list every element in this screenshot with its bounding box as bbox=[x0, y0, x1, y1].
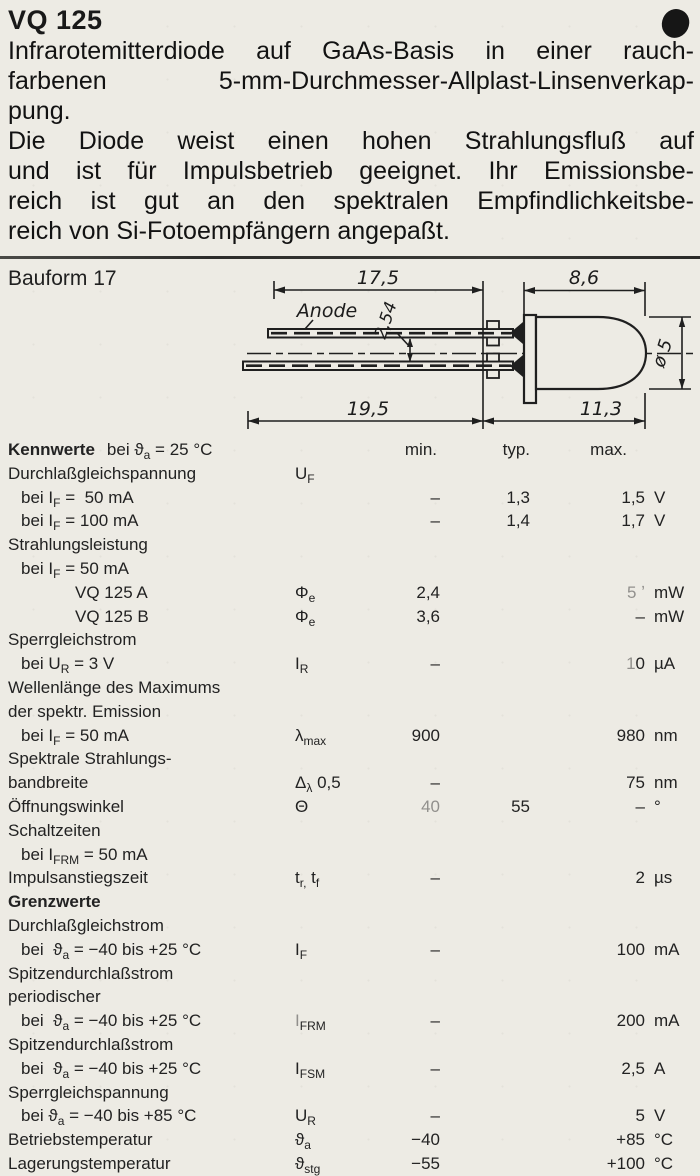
row-symbol bbox=[290, 747, 385, 771]
value-typ bbox=[440, 628, 530, 652]
value-max bbox=[530, 628, 645, 652]
row-symbol: $U_R$ bbox=[295, 1106, 316, 1129]
value-unit bbox=[645, 700, 700, 724]
value-unit: nm bbox=[654, 725, 678, 745]
table-row bbox=[0, 700, 700, 724]
page-title: VQ 125 bbox=[8, 5, 103, 35]
row-label: Durchlaßgleichstrom bbox=[8, 915, 164, 935]
value-min bbox=[385, 962, 440, 986]
value-max: 5 ʼ bbox=[627, 582, 645, 602]
value-unit bbox=[645, 747, 700, 771]
table-row bbox=[0, 486, 700, 510]
col-header-typ: typ. bbox=[502, 440, 530, 459]
value-min: – bbox=[430, 487, 440, 507]
intro-line: farbenen 5-mm-Durchmesser-Allplast-Linsenverkap- bbox=[8, 67, 694, 95]
kennwerte-heading: Kennwerte bbox=[8, 440, 95, 459]
table-row bbox=[0, 557, 700, 581]
row-label: Schaltzeiten bbox=[8, 820, 101, 840]
row-symbol bbox=[290, 962, 385, 986]
value-typ bbox=[440, 843, 530, 867]
value-unit: mA bbox=[654, 1011, 680, 1031]
value-unit: µA bbox=[654, 654, 676, 674]
value-min bbox=[385, 628, 440, 652]
row-label: Lagerungstemperatur bbox=[8, 1153, 171, 1173]
row-label: VQ 125 A bbox=[75, 582, 148, 602]
intro-line: pung. bbox=[8, 97, 71, 125]
table-row bbox=[0, 747, 700, 771]
value-unit: mW bbox=[654, 582, 685, 602]
value-min: – bbox=[430, 868, 440, 888]
row-symbol bbox=[290, 676, 385, 700]
value-min: 40 bbox=[421, 796, 440, 816]
value-max bbox=[530, 533, 645, 557]
table-row bbox=[0, 985, 700, 1009]
crimp-joint bbox=[510, 322, 523, 344]
row-symbol bbox=[290, 1033, 385, 1057]
spec-table-rows bbox=[0, 462, 700, 1176]
row-label: bei $I_F = 50$ mA bbox=[21, 725, 129, 748]
intro-paragraph bbox=[8, 36, 694, 246]
row-label: bei $ϑ_a = -40$ bis +25 °C bbox=[21, 939, 202, 962]
row-symbol: $\Phi_e$ bbox=[295, 582, 316, 605]
value-min: −55 bbox=[411, 1153, 440, 1173]
value-max: 980 bbox=[616, 725, 645, 745]
value-max: +100 bbox=[606, 1153, 645, 1173]
value-typ bbox=[440, 1128, 530, 1152]
value-min: – bbox=[430, 1011, 440, 1031]
table-row bbox=[0, 843, 700, 867]
table-row bbox=[0, 581, 700, 605]
value-min bbox=[385, 533, 440, 557]
value-typ bbox=[440, 581, 530, 605]
value-unit: ° bbox=[654, 796, 661, 816]
value-min: 3,6 bbox=[416, 606, 440, 626]
table-row bbox=[0, 795, 700, 819]
row-symbol bbox=[290, 700, 385, 724]
value-typ bbox=[440, 985, 530, 1009]
value-typ bbox=[440, 866, 530, 890]
value-min bbox=[385, 1033, 440, 1057]
value-typ bbox=[440, 747, 530, 771]
value-max: 100 bbox=[616, 939, 645, 959]
value-typ bbox=[440, 533, 530, 557]
row-label: Sperrgleichspannung bbox=[8, 1082, 169, 1102]
dim-8-6-label: 8,6 bbox=[568, 267, 600, 289]
table-row bbox=[0, 1152, 700, 1176]
value-unit bbox=[645, 533, 700, 557]
value-max bbox=[530, 819, 645, 843]
value-typ: 1,4 bbox=[506, 511, 530, 531]
table-row bbox=[0, 1009, 700, 1033]
value-typ bbox=[440, 462, 530, 486]
col-header-max: max. bbox=[590, 440, 627, 459]
value-unit bbox=[645, 819, 700, 843]
value-typ: 55 bbox=[511, 796, 530, 816]
value-max: 2,5 bbox=[621, 1058, 645, 1078]
value-unit: V bbox=[654, 1106, 666, 1126]
value-max bbox=[530, 914, 645, 938]
value-min bbox=[385, 676, 440, 700]
table-row bbox=[0, 676, 700, 700]
value-min bbox=[385, 747, 440, 771]
row-symbol bbox=[290, 533, 385, 557]
row-symbol: $ϑ_a$ bbox=[295, 1130, 311, 1153]
dim-diameter-label: ø 5 bbox=[648, 336, 678, 370]
row-label: bandbreite bbox=[8, 773, 89, 793]
dim-11-3-label: 11,3 bbox=[579, 398, 623, 420]
value-min bbox=[385, 890, 440, 914]
value-min: 900 bbox=[411, 725, 440, 745]
value-typ: 1,3 bbox=[506, 487, 530, 507]
value-typ bbox=[440, 1057, 530, 1081]
value-min bbox=[385, 914, 440, 938]
value-typ bbox=[440, 1152, 530, 1176]
row-symbol bbox=[290, 890, 385, 914]
value-min bbox=[385, 557, 440, 581]
row-label: Spitzendurchlaßstrom bbox=[8, 963, 174, 983]
value-typ bbox=[440, 1104, 530, 1128]
value-min: – bbox=[430, 939, 440, 959]
row-symbol: $\Delta_\lambda$ 0,5 bbox=[295, 773, 341, 796]
table-row bbox=[0, 771, 700, 795]
table-row bbox=[0, 1081, 700, 1105]
value-min: – bbox=[430, 654, 440, 674]
value-max: +85 bbox=[616, 1130, 645, 1150]
table-row bbox=[0, 1104, 700, 1128]
value-typ bbox=[440, 1081, 530, 1105]
row-symbol bbox=[290, 557, 385, 581]
led-outline-drawing bbox=[0, 259, 700, 438]
dim-17-5-label: 17,5 bbox=[356, 267, 400, 289]
table-row bbox=[0, 1128, 700, 1152]
intro-line: Infrarotemitterdiode auf GaAs-Basis in einer rauch- bbox=[8, 37, 694, 65]
value-unit bbox=[645, 462, 700, 486]
row-label: bei $ϑ_a = -40$ bis +25 °C bbox=[21, 1011, 202, 1033]
intro-line: Die Diode weist einen hohen Strahlungsfluß auf bbox=[8, 127, 694, 155]
intro-line: reich von Si-Fotoempfängern angepaßt. bbox=[8, 217, 450, 245]
row-symbol bbox=[290, 486, 385, 510]
table-row bbox=[0, 1033, 700, 1057]
value-max bbox=[530, 890, 645, 914]
flange bbox=[524, 315, 536, 403]
col-header-min: min. bbox=[404, 440, 437, 459]
value-max: 1,5 bbox=[621, 487, 645, 507]
value-max bbox=[530, 962, 645, 986]
bauform-label: Bauform 17 bbox=[8, 267, 117, 290]
spec-table bbox=[0, 438, 700, 1176]
table-row bbox=[0, 462, 700, 486]
value-typ bbox=[440, 962, 530, 986]
row-symbol bbox=[290, 1081, 385, 1105]
value-min bbox=[385, 700, 440, 724]
value-max: 200 bbox=[616, 1011, 645, 1031]
value-max bbox=[530, 700, 645, 724]
row-label: bei $U_R = 3$ V bbox=[21, 654, 115, 676]
table-row bbox=[0, 652, 700, 676]
table-row bbox=[0, 890, 700, 914]
table-row bbox=[0, 605, 700, 629]
value-typ bbox=[440, 605, 530, 629]
value-unit: mW bbox=[654, 606, 685, 626]
value-typ bbox=[440, 557, 530, 581]
row-symbol: $ϑ_{stg}$ bbox=[295, 1153, 321, 1176]
value-min: – bbox=[430, 511, 440, 531]
value-unit: nm bbox=[654, 773, 678, 793]
value-min: – bbox=[430, 1106, 440, 1126]
row-symbol bbox=[290, 819, 385, 843]
test-condition: bei $ϑ_a = 25$ °C bbox=[106, 440, 213, 462]
value-min bbox=[385, 462, 440, 486]
row-symbol bbox=[290, 628, 385, 652]
row-symbol: $I_{FSM}$ bbox=[295, 1058, 326, 1081]
value-max: 5 bbox=[635, 1106, 645, 1126]
table-row bbox=[0, 819, 700, 843]
value-min: – bbox=[430, 773, 440, 793]
row-symbol: Θ bbox=[295, 796, 309, 816]
crimp-joint bbox=[510, 355, 523, 377]
value-unit: V bbox=[654, 487, 666, 507]
row-label: bei $I_F = 50$ mA bbox=[21, 558, 129, 581]
row-symbol bbox=[290, 843, 385, 867]
table-row bbox=[0, 914, 700, 938]
outline-drawing-section bbox=[0, 259, 700, 438]
row-label: bei $ϑ_a = -40$ bis +85 °C bbox=[21, 1106, 197, 1129]
row-symbol: $\Phi_e$ bbox=[295, 606, 316, 629]
value-max bbox=[530, 557, 645, 581]
row-label: periodischer bbox=[8, 987, 101, 1007]
row-label: Sperrgleichstrom bbox=[8, 630, 137, 650]
value-typ bbox=[440, 676, 530, 700]
value-unit: °C bbox=[654, 1130, 674, 1150]
value-max bbox=[530, 985, 645, 1009]
row-label: bei $I_F = 50$ mA bbox=[21, 487, 134, 510]
intro-line: und ist für Impulsbetrieb geeignet. Ihr Emissionsbe- bbox=[8, 157, 694, 185]
row-symbol: $t_{r,}$ $t_f$ bbox=[295, 868, 320, 891]
row-label: Betriebstemperatur bbox=[8, 1130, 153, 1150]
table-row bbox=[0, 628, 700, 652]
intro-line: reich ist gut an den spektralen Empfindlichkeitsbe- bbox=[8, 187, 694, 215]
value-unit bbox=[645, 985, 700, 1009]
value-unit: µs bbox=[654, 868, 673, 888]
value-unit bbox=[645, 962, 700, 986]
row-label: bei $I_{FRM} = 50$ mA bbox=[21, 844, 148, 867]
value-max: – bbox=[635, 796, 645, 816]
row-label: Spektrale Strahlungs- bbox=[8, 749, 172, 769]
row-label: Wellenlänge des Maximums bbox=[8, 677, 221, 697]
row-symbol: $U_F$ bbox=[295, 463, 315, 486]
value-max bbox=[530, 843, 645, 867]
value-typ bbox=[440, 914, 530, 938]
value-unit bbox=[645, 914, 700, 938]
value-min bbox=[385, 1081, 440, 1105]
lens-body bbox=[536, 317, 646, 389]
value-typ bbox=[440, 1009, 530, 1033]
table-row bbox=[0, 1057, 700, 1081]
row-label: Strahlungsleistung bbox=[8, 535, 148, 555]
table-row bbox=[0, 938, 700, 962]
value-unit bbox=[645, 676, 700, 700]
value-max: – bbox=[635, 606, 645, 626]
row-symbol: $I_R$ bbox=[295, 654, 309, 677]
value-unit bbox=[645, 628, 700, 652]
value-max: 1,7 bbox=[621, 511, 645, 531]
value-max bbox=[530, 747, 645, 771]
value-typ bbox=[440, 652, 530, 676]
value-max: 10 bbox=[626, 654, 645, 674]
value-typ bbox=[440, 938, 530, 962]
table-row bbox=[0, 724, 700, 748]
value-unit: mA bbox=[654, 939, 680, 959]
value-unit: °C bbox=[654, 1153, 674, 1173]
row-label: Durchlaßgleichspannung bbox=[8, 463, 197, 483]
value-unit bbox=[645, 890, 700, 914]
table-row bbox=[0, 533, 700, 557]
value-max bbox=[530, 676, 645, 700]
row-label: bei $I_F = 100$ mA bbox=[21, 511, 139, 534]
value-typ bbox=[440, 890, 530, 914]
table-row bbox=[0, 866, 700, 890]
value-unit: V bbox=[654, 511, 666, 531]
value-typ bbox=[440, 700, 530, 724]
value-min: 2,4 bbox=[416, 582, 440, 602]
row-label: Öffnungswinkel bbox=[8, 796, 124, 816]
value-unit: A bbox=[654, 1058, 666, 1078]
value-typ bbox=[440, 771, 530, 795]
value-max bbox=[530, 1033, 645, 1057]
row-symbol: $I_{FRM}$ bbox=[295, 1011, 326, 1034]
dim-19-5-label: 19,5 bbox=[346, 398, 390, 420]
value-max: 75 bbox=[626, 773, 645, 793]
anode-label: Anode bbox=[296, 300, 358, 322]
value-min bbox=[385, 843, 440, 867]
row-symbol: $I_F$ bbox=[295, 939, 308, 962]
row-label: Spitzendurchlaßstrom bbox=[8, 1034, 174, 1054]
row-symbol bbox=[290, 509, 385, 533]
value-typ bbox=[440, 724, 530, 748]
value-unit bbox=[645, 1081, 700, 1105]
value-min bbox=[385, 985, 440, 1009]
value-unit bbox=[645, 843, 700, 867]
row-label: Grenzwerte bbox=[8, 892, 101, 912]
table-header-row bbox=[0, 438, 700, 462]
value-max bbox=[530, 462, 645, 486]
dim-2-54-label: 2,54 bbox=[370, 299, 402, 342]
row-label: der spektr. Emission bbox=[8, 701, 162, 721]
value-typ bbox=[440, 1033, 530, 1057]
value-max bbox=[530, 1081, 645, 1105]
row-label: VQ 125 B bbox=[75, 606, 149, 626]
table-row bbox=[0, 509, 700, 533]
row-symbol bbox=[290, 985, 385, 1009]
value-min bbox=[385, 819, 440, 843]
value-min: – bbox=[430, 1058, 440, 1078]
row-symbol bbox=[290, 914, 385, 938]
row-symbol: $\lambda_{max}$ bbox=[295, 725, 327, 748]
table-row bbox=[0, 962, 700, 986]
row-label: Impulsanstiegszeit bbox=[8, 868, 148, 888]
value-unit bbox=[645, 1033, 700, 1057]
value-max: 2 bbox=[635, 868, 645, 888]
value-min: −40 bbox=[411, 1130, 440, 1150]
value-typ bbox=[440, 819, 530, 843]
value-unit bbox=[645, 557, 700, 581]
row-label: bei $ϑ_a = -40$ bis +25 °C bbox=[21, 1058, 202, 1081]
